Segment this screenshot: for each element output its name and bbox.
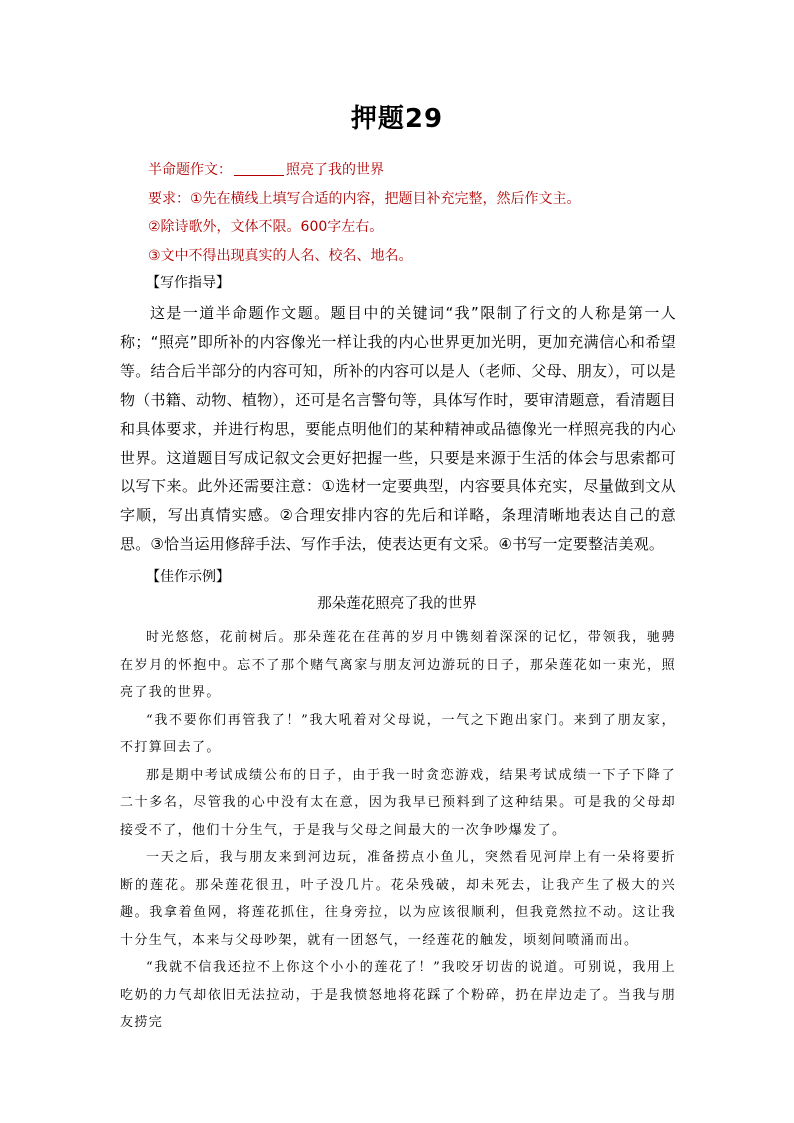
fill-in-blank [234, 163, 284, 176]
page-title: 押题29 [350, 104, 444, 134]
essay-paragraph: “我不要你们再管我了！”我大吼着对父母说，一气之下跑出家门。来到了朋友家，不打算回去了。 [120, 712, 676, 755]
guide-text: 这是一道半命题作文题。题目中的关键词“我”限制了行文的人称是第一人称；“照亮”即所补的内容像光一样让我的内心世界更加光明，更加充满信心和希望等。结合后半部分的内容可知，所补的内容可以是人（老师、父母、朋友），可以是物（书籍、动物、植物），还可是名言警句等，具体写作时，要审清题意，看清题目和具体要求，并进行构思，要能点明他们的某种精神或品德像光一样照亮我的内心世界。这道题目写成记叙文会更好把握一些，只要是来源于生活的体会与思索都可以写下来。此外还需要注意：①选材一定要典型，内容要具体充实，尽量做到文从字顺，写出真情实感。②合理安排内容的先后和详略，条理清晰地表达自己的意思。③恰当运用修辞手法、写作手法，使表达更有文采。④书写一定要整洁美观。 [120, 304, 676, 554]
requirement-line-2: ②除诗歌外，文体不限。600字左右。 [148, 219, 384, 235]
essay-paragraph: 那是期中考试成绩公布的日子，由于我一时贪恋游戏，结果考试成绩一下子下降了二十多名，尽管我的心中没有太在意，因为我早已预料到了这种结果。可是我的父母却接受不了，他们十分生气，于是我与父母之间最大的一次争吵爆发了。 [120, 767, 676, 838]
prompt-prefix: 半命题作文： [148, 162, 232, 178]
essay-title: 那朵莲花照亮了我的世界 [317, 596, 477, 612]
essay-paragraph: “我就不信我还拉不上你这个小小的莲花了！”我咬牙切齿的说道。可别说，我用上吃奶的力气却依旧无法拉动，于是我愤怒地将花踩了个粉碎，扔在岸边走了。当我与朋友捞完 [120, 960, 676, 1030]
essay-body [120, 624, 676, 1037]
example-heading: 【佳作示例】 [146, 569, 230, 585]
requirement-line-3: ③文中不得出现真实的人名、校名、地名。 [148, 248, 413, 264]
requirement-line-1: 要求：①先在横线上填写合适的内容，把题目补充完整，然后作文主。 [148, 191, 581, 207]
guide-heading: 【写作指导】 [146, 275, 230, 291]
essay-paragraph: 一天之后，我与朋友来到河边玩，准备捞点小鱼儿，突然看见河岸上有一朵将要折断的莲花。那朵莲花很丑，叶子没几片。花朵残破，却未死去，让我产生了极大的兴趣。我拿着鱼网，将莲花抓住，往身旁拉，以为应该很顺利，但我竟然拉不动。这让我十分生气，本来与父母吵架，就有一团怒气，一经莲花的触发，顷刻间喷涌而出。 [120, 850, 676, 948]
essay-paragraph: 时光悠悠，花前树后。那朵莲花在荏苒的岁月中镌刻着深深的记忆，带领我，驰骋在岁月的怀抱中。忘不了那个赌气离家与朋友河边游玩的日子，那朵莲花如一束光，照亮了我的世界。 [120, 630, 676, 700]
prompt-suffix: 照亮了我的世界 [286, 162, 384, 178]
prompt-line [148, 159, 384, 179]
